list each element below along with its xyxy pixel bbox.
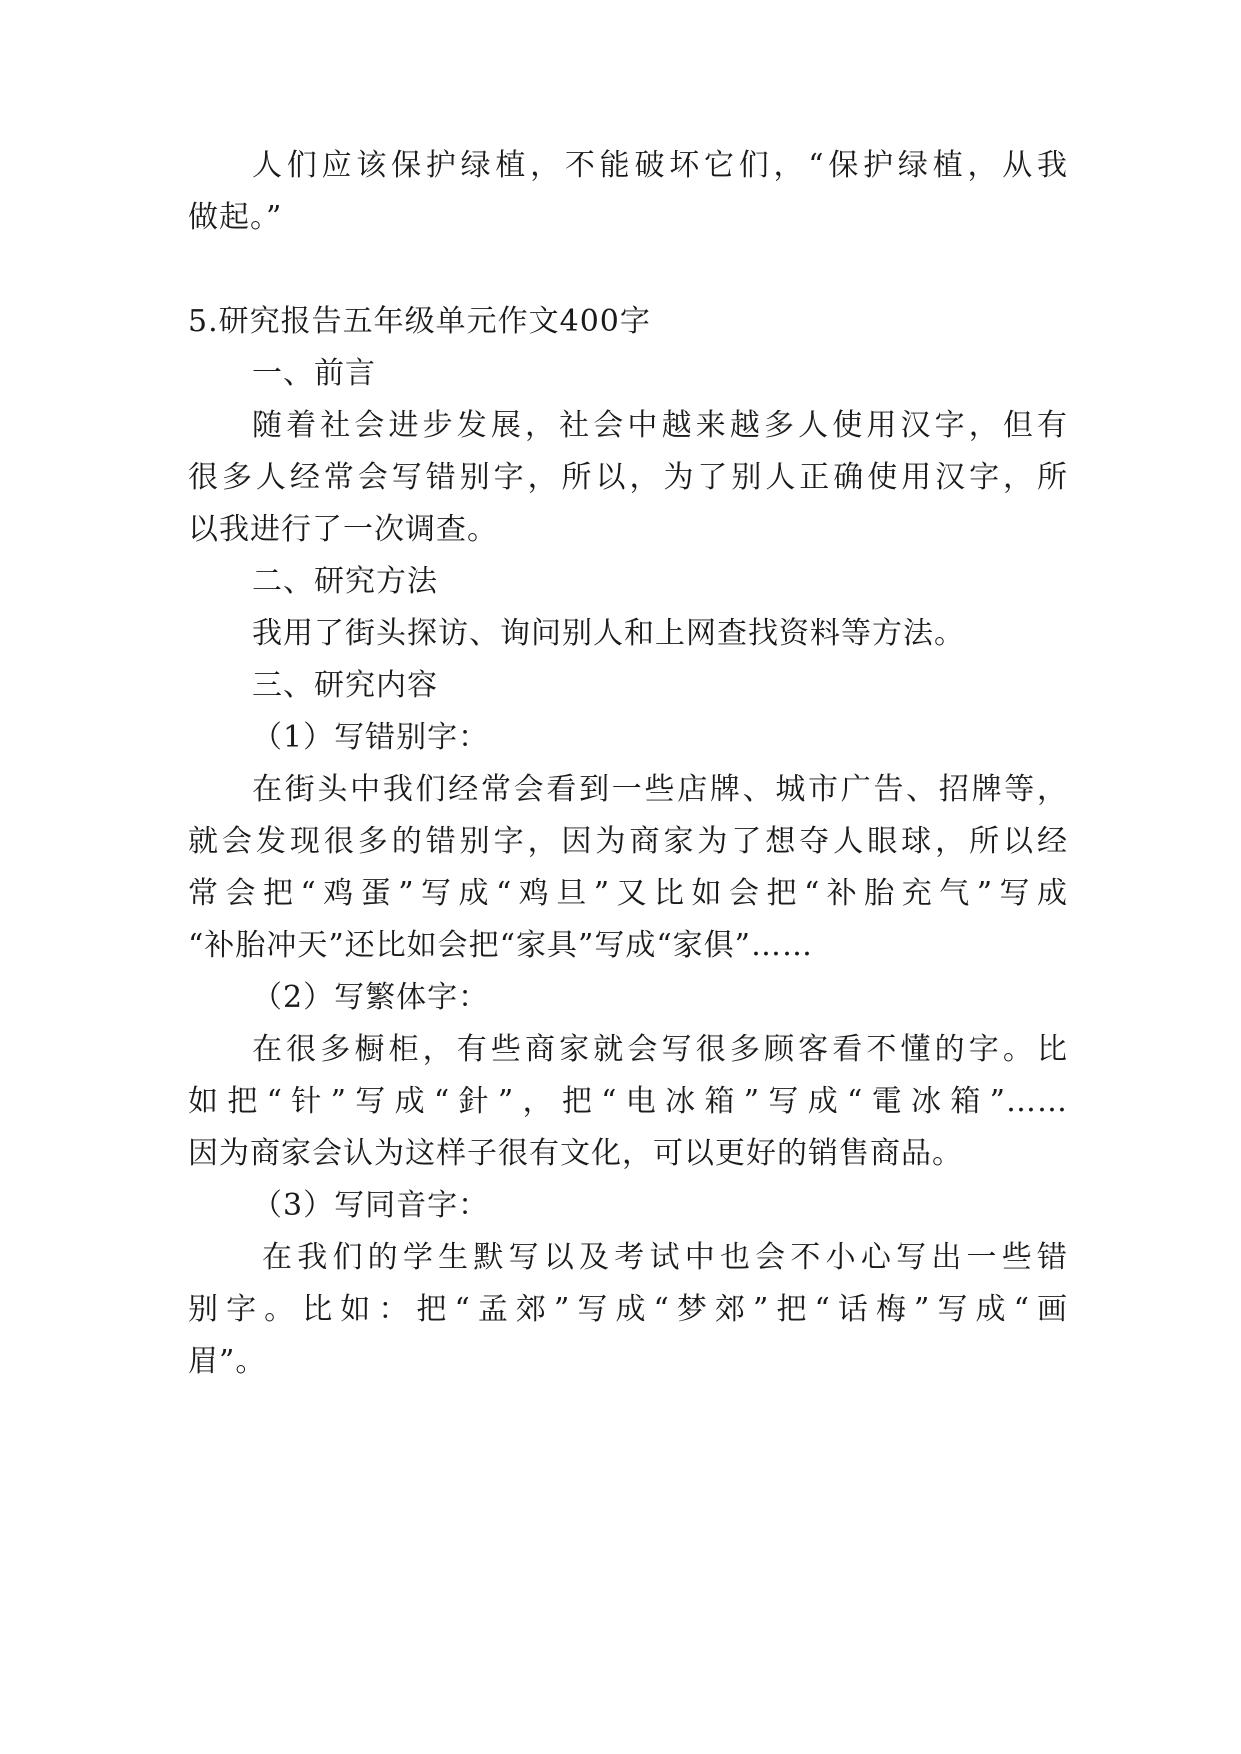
paragraph-line: 常会把“鸡蛋”写成“鸡旦”又比如会把“补胎充气”写成 <box>188 876 1068 911</box>
paragraph-line: 在很多橱柜，有些商家就会写很多顾客看不懂的字。比 <box>252 1032 1068 1067</box>
intro-paragraph-line: 做起。” <box>188 200 283 235</box>
paragraph-line: 就会发现很多的错别字，因为商家为了想夺人眼球，所以经 <box>188 824 1068 859</box>
heading-preface: 一、前言 <box>252 356 376 391</box>
heading-content: 三、研究内容 <box>252 668 438 703</box>
paragraph-line: 如把“针”写成“針”，把“电冰箱”写成“電冰箱”…… <box>188 1084 1068 1119</box>
paragraph-line: 很多人经常会写错别字，所以，为了别人正确使用汉字，所 <box>188 460 1068 495</box>
paragraph-line: “补胎冲天”还比如会把“家具”写成“家俱”…… <box>188 928 814 963</box>
paragraph-line: 因为商家会认为这样子很有文化，可以更好的销售商品。 <box>188 1136 963 1171</box>
paragraph-line: 在街头中我们经常会看到一些店牌、城市广告、招牌等， <box>252 772 1068 807</box>
paragraph-line: 我用了街头探访、询问别人和上网查找资料等方法。 <box>252 616 965 651</box>
heading-method: 二、研究方法 <box>252 564 438 599</box>
paragraph-line: 在我们的学生默写以及考试中也会不小心写出一些错 <box>262 1240 1068 1275</box>
subheading-typos: （1）写错别字： <box>252 720 490 755</box>
subheading-homophones: （3）写同音字： <box>252 1188 490 1223</box>
section-title: 5.研究报告五年级单元作文400字 <box>188 304 651 339</box>
paragraph-line: 以我进行了一次调查。 <box>188 512 498 547</box>
intro-paragraph-line: 人们应该保护绿植，不能破坏它们，“保护绿植，从我 <box>252 148 1068 183</box>
paragraph-line: 眉”。 <box>188 1344 267 1379</box>
paragraph-line: 别字。比如：把“孟郊”写成“梦郊”把“话梅”写成“画 <box>188 1292 1068 1327</box>
subheading-traditional: （2）写繁体字： <box>252 980 490 1015</box>
paragraph-line: 随着社会进步发展，社会中越来越多人使用汉字，但有 <box>252 408 1068 443</box>
